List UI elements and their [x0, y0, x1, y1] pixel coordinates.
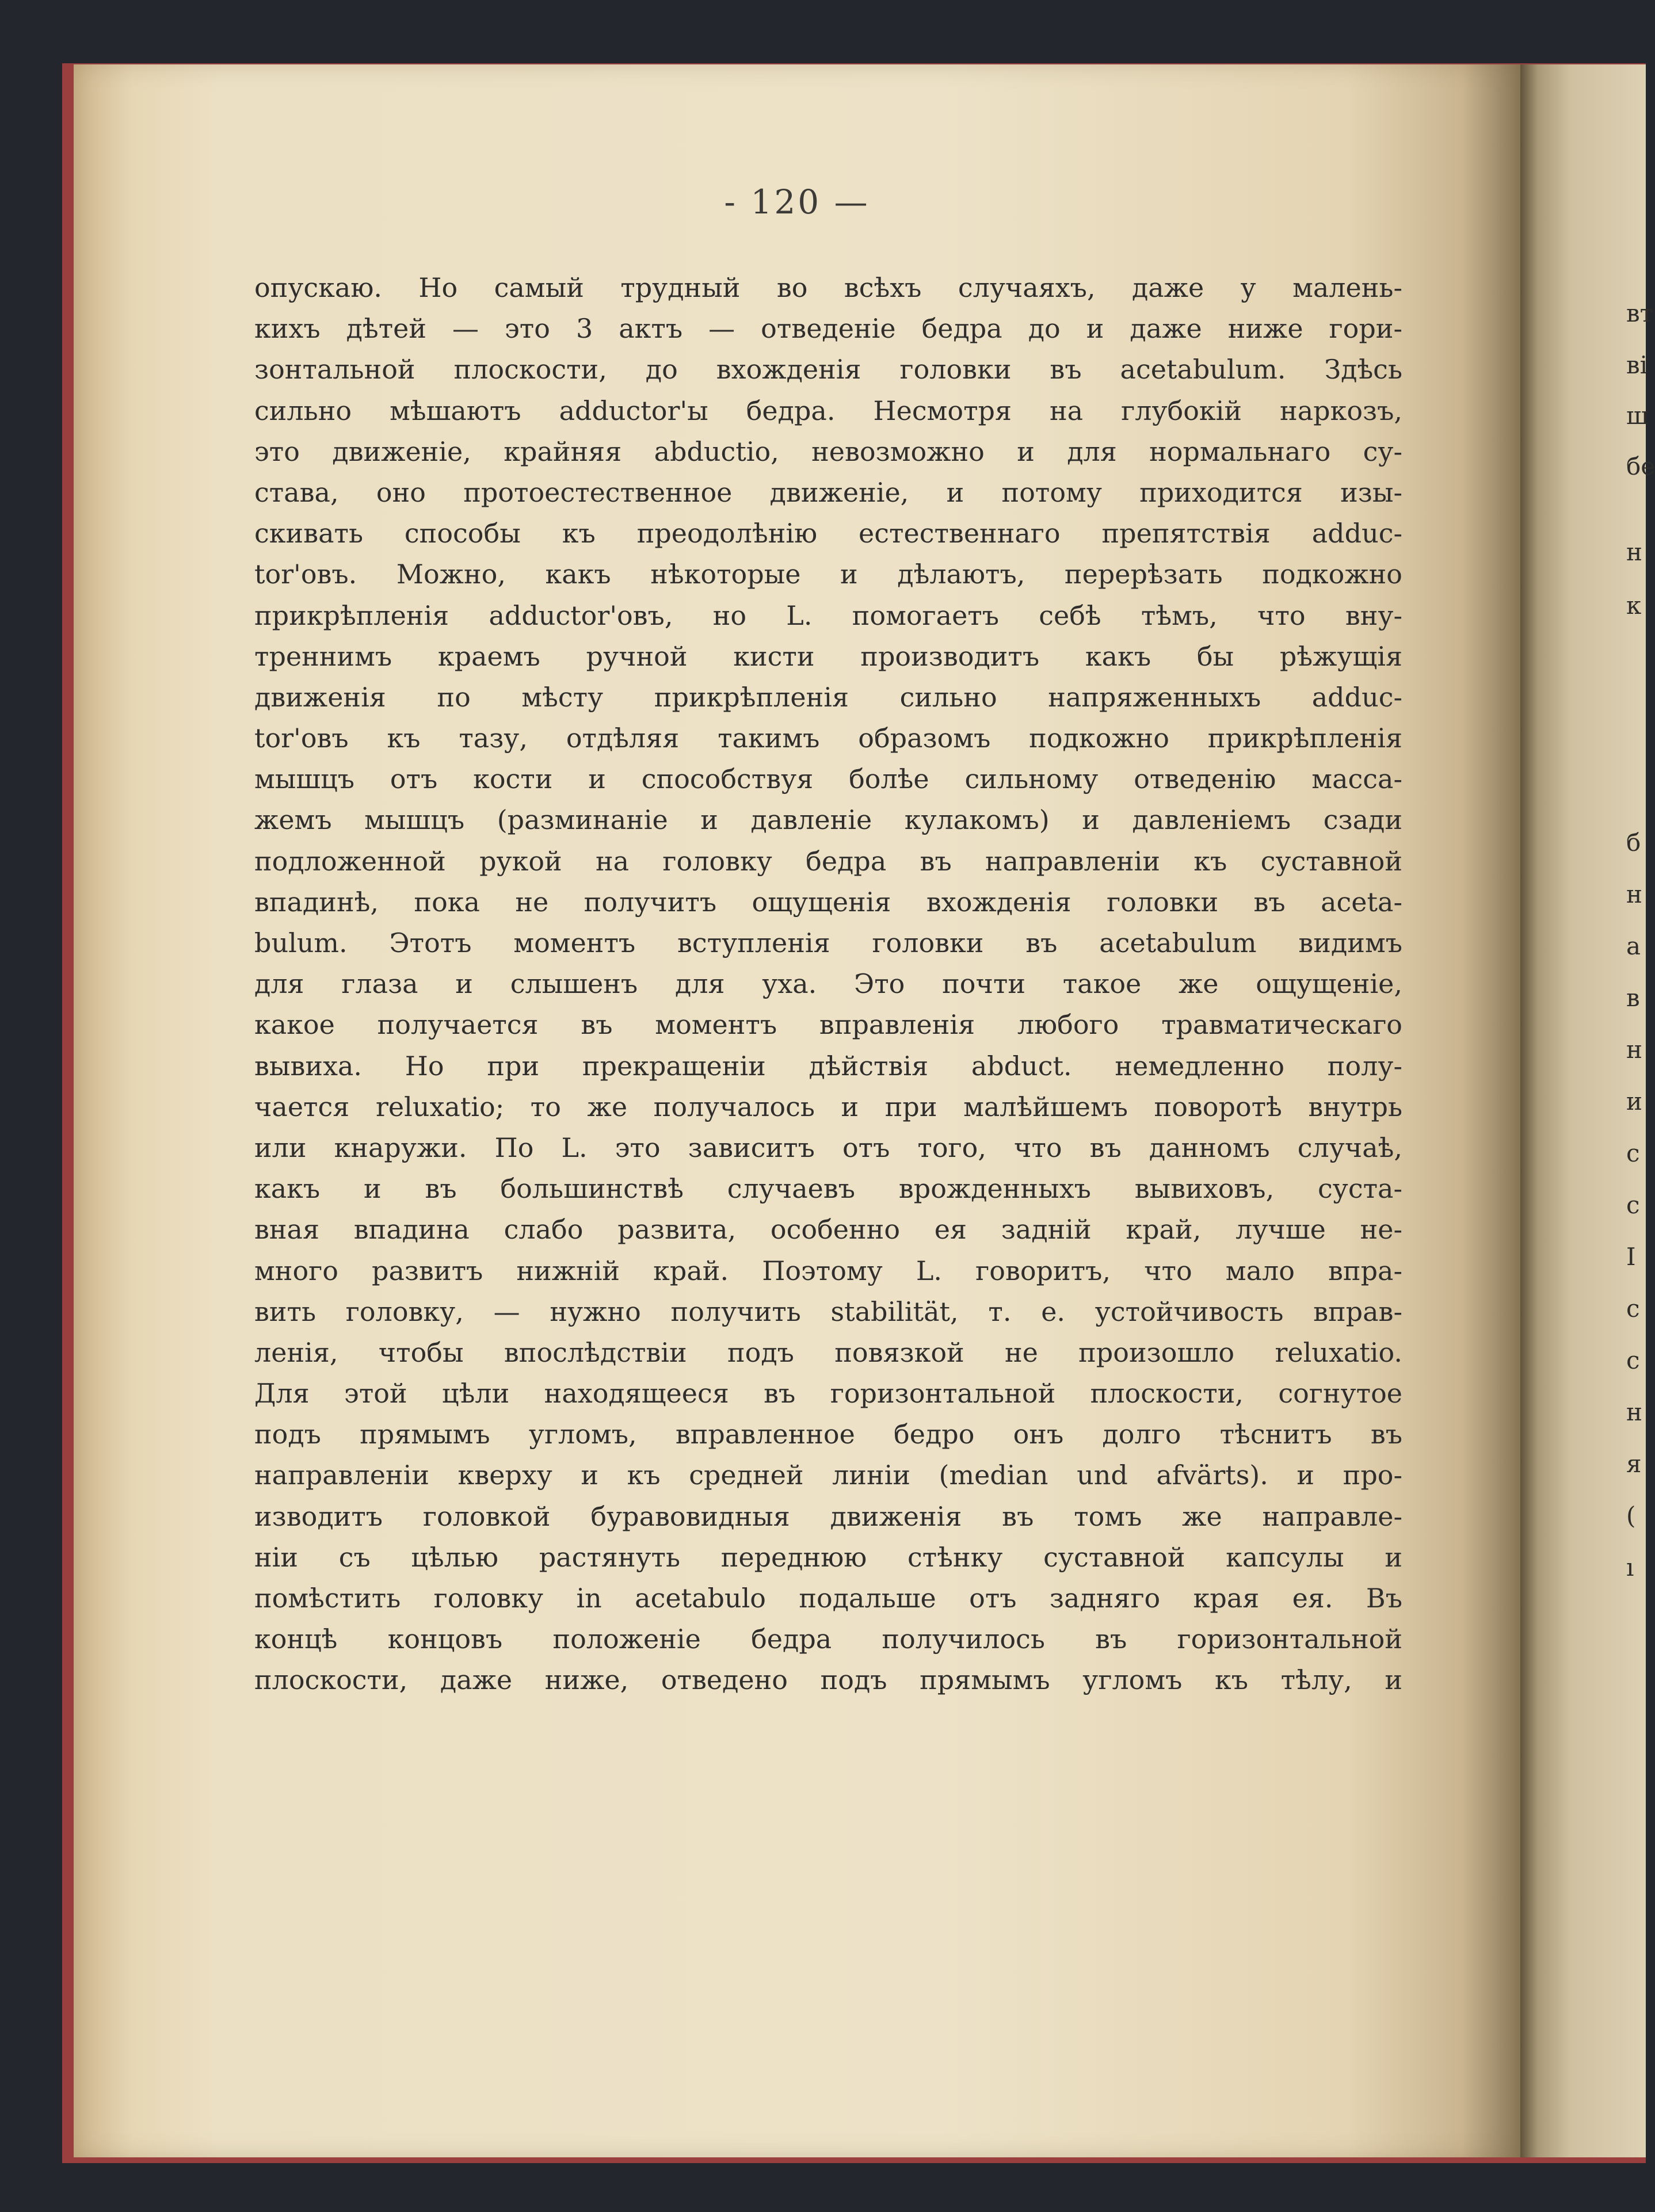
page-number: - 120 —	[724, 182, 870, 221]
facing-page-fragment: с	[1626, 1191, 1640, 1219]
text-line: сильно мѣшаютъ adductor'ы бедра. Несмотря на глубокій наркозъ,	[254, 395, 1402, 426]
text-line: прикрѣпленія adductor'овъ, но L. помогаетъ себѣ тѣмъ, что вну-	[254, 599, 1402, 631]
facing-page-fragment: б	[1626, 828, 1641, 857]
text-line: bulum. Этотъ моментъ вступленія головки въ acetabulum видимъ	[254, 927, 1402, 958]
facing-page-fragment: бе	[1626, 452, 1655, 480]
text-line: много развитъ нижній край. Поэтому L. говоритъ, что мало впра-	[254, 1255, 1403, 1286]
facing-page-fragment: н	[1626, 538, 1642, 566]
facing-page-fragment: н	[1626, 1398, 1642, 1426]
text-line: tor'овъ къ тазу, отдѣляя такимъ образомъ подкожно прикрѣпленія	[254, 723, 1402, 754]
text-line: жемъ мышцъ (разминаніе и давленіе кулакомъ) и давленіемъ сзади	[254, 804, 1402, 836]
text-line: подложенной рукой на головку бедра въ направленіи къ суставной	[254, 845, 1402, 877]
text-line: помѣстить головку in acetabulo подальше отъ задняго края ея. Въ	[254, 1583, 1402, 1614]
facing-page-fragment: ві	[1626, 351, 1648, 379]
text-line: это движеніе, крайняя abductio, невозможно и для нормальнаго су-	[254, 435, 1402, 467]
facing-page-fragment: с	[1626, 1139, 1640, 1167]
text-line: Для этой цѣли находящееся въ горизонтальной плоскости, согнутое	[254, 1378, 1402, 1409]
facing-page-fragment: и	[1626, 1087, 1642, 1115]
page-body-text	[254, 268, 1402, 1701]
text-line: tor'овъ. Можно, какъ нѣкоторые и дѣлаютъ, перерѣзать подкожно	[254, 559, 1402, 590]
facing-page-fragment: ı	[1626, 1553, 1634, 1581]
text-line: плоскости, даже ниже, отведено подъ прямымъ угломъ къ тѣлу, и	[254, 1664, 1402, 1696]
text-line: ніи съ цѣлью растянуть переднюю стѣнку суставной капсулы и	[254, 1541, 1402, 1573]
facing-page-fragment: с	[1626, 1294, 1640, 1323]
text-line: подъ прямымъ угломъ, вправленное бедро онъ долго тѣснитъ въ	[254, 1419, 1402, 1450]
facing-page-fragment: н	[1626, 880, 1642, 908]
facing-page-fragment: І	[1626, 1243, 1636, 1271]
text-line: какое получается въ моментъ вправленія любого травматическаго	[254, 1009, 1402, 1041]
text-line: треннимъ краемъ ручной кисти производитъ какъ бы рѣжущія	[254, 640, 1402, 672]
facing-page-fragment: в	[1626, 984, 1640, 1012]
facing-page-fragment: я	[1626, 1450, 1642, 1478]
text-line: для глаза и слышенъ для уха. Это почти такое же ощущеніе,	[254, 968, 1402, 1000]
facing-page-fragment: а	[1626, 932, 1641, 960]
text-line: зонтальной плоскости, до вхожденія головки въ acetabulum. Здѣсь	[254, 354, 1402, 385]
facing-page-fragment: ш	[1626, 402, 1649, 430]
text-line: вить головку, — нужно получить stabilität, т. е. устойчивость вправ-	[254, 1296, 1402, 1327]
text-line: вная впадина слабо развита, особенно ея задній край, лучше не-	[254, 1214, 1402, 1246]
text-line: скивать способы къ преодолѣнію естественнаго препятствія adduc-	[254, 518, 1402, 549]
text-line: вывиха. Но при прекращеніи дѣйствія abduct. немедленно полу-	[254, 1050, 1402, 1082]
text-line: чается reluxatio; то же получалось и при малѣйшемъ поворотѣ внутрь	[254, 1091, 1402, 1122]
facing-page-fragment: н	[1626, 1036, 1642, 1064]
text-line: впадинѣ, пока не получитъ ощущенія вхожденія головки въ aceta-	[254, 886, 1402, 918]
text-line: ленія, чтобы впослѣдствіи подъ повязкой не произошло reluxatio.	[254, 1336, 1402, 1368]
text-line: кихъ дѣтей — это 3 актъ — отведеніе бедра до и даже ниже гори-	[254, 313, 1402, 345]
text-line: или кнаружи. По L. это зависитъ отъ того, что въ данномъ случаѣ,	[254, 1132, 1402, 1163]
facing-page-fragment: вт	[1626, 299, 1653, 327]
text-line: какъ и въ большинствѣ случаевъ врожденныхъ вывиховъ, суста-	[254, 1173, 1402, 1205]
facing-page-fragment: к	[1626, 591, 1642, 620]
text-line: опускаю. Но самый трудный во всѣхъ случаяхъ, даже у малень-	[254, 272, 1402, 303]
text-line: направленіи кверху и къ средней линіи (median und afvärts). и про-	[254, 1460, 1402, 1491]
facing-page-fragment: с	[1626, 1346, 1640, 1374]
text-line: изводитъ головкой буравовидныя движенія въ томъ же направле-	[254, 1500, 1402, 1532]
text-line: концѣ концовъ положеніе бедра получилось въ горизонтальной	[254, 1623, 1402, 1655]
text-line: движенія по мѣсту прикрѣпленія сильно напряженныхъ adduc-	[254, 681, 1402, 713]
text-line: става, оно протоестественное движеніе, и потому приходится изы-	[254, 476, 1402, 508]
text-line: мышцъ отъ кости и способствуя болѣе сильному отведенію масса-	[254, 763, 1402, 795]
facing-page-fragment: (	[1626, 1502, 1636, 1530]
